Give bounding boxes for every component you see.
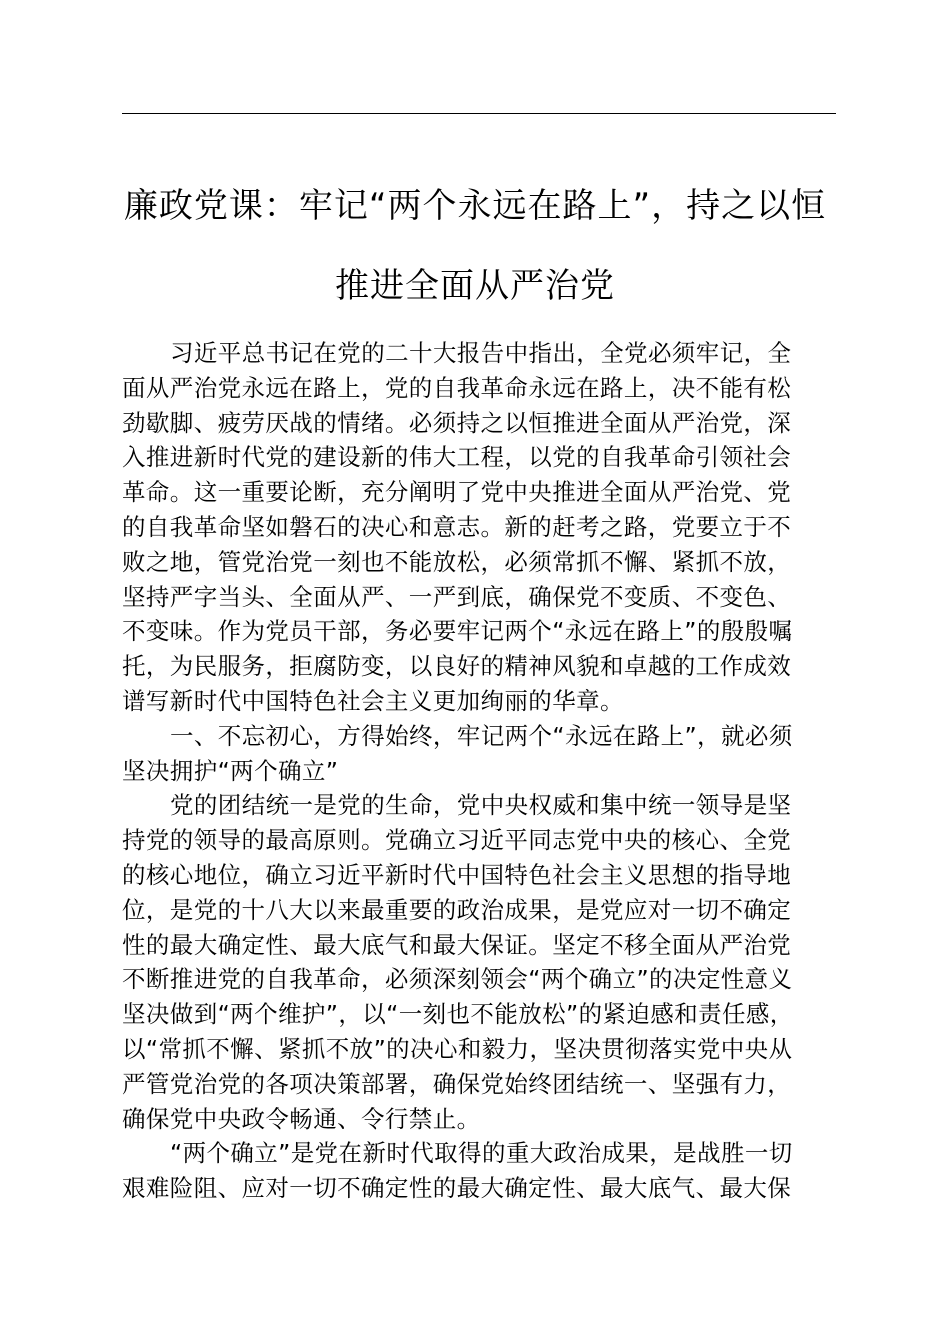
paragraph-line: 的核心地位，确立习近平新时代中国特色社会主义思想的指导地 xyxy=(122,860,792,889)
paragraph-line: 的自我革命坚如磐石的决心和意志。新的赶考之路，党要立于不 xyxy=(122,512,792,541)
paragraph-line: 位，是党的十八大以来最重要的政治成果，是党应对一切不确定 xyxy=(122,895,792,924)
section-heading-line: 坚决拥护“两个确立” xyxy=(122,756,339,785)
paragraph-line: “两个确立”是党在新时代取得的重大政治成果，是战胜一切 xyxy=(170,1139,793,1168)
paragraph-line: 面从严治党永远在路上，党的自我革命永远在路上，决不能有松 xyxy=(122,373,792,402)
paragraph-line: 劲歇脚、疲劳厌战的情绪。必须持之以恒推进全面从严治党，深 xyxy=(122,408,792,437)
paragraph-line: 艰难险阻、应对一切不确定性的最大确定性、最大底气、最大保 xyxy=(122,1174,792,1203)
paragraph-line: 以“常抓不懈、紧抓不放”的决心和毅力，坚决贯彻落实党中央从 xyxy=(122,1034,793,1063)
title-line-2: 推进全面从严治党 xyxy=(335,266,615,306)
paragraph-line: 谱写新时代中国特色社会主义更加绚丽的华章。 xyxy=(122,686,624,715)
title-line-1: 廉政党课：牢记“两个永远在路上”，持之以恒 xyxy=(123,186,827,226)
paragraph-line: 革命。这一重要论断，充分阐明了党中央推进全面从严治党、党 xyxy=(122,478,792,507)
paragraph-line: 持党的领导的最高原则。党确立习近平同志党中央的核心、全党 xyxy=(122,826,792,855)
document-title xyxy=(60,166,890,326)
paragraph-line: 确保党中央政令畅通、令行禁止。 xyxy=(122,1104,481,1133)
paragraph-line: 严管党治党的各项决策部署，确保党始终团结统一、坚强有力， xyxy=(122,1069,792,1098)
section-heading-line: 一、不忘初心，方得始终，牢记两个“永远在路上”，就必须 xyxy=(170,721,793,750)
paragraph-line: 入推进新时代党的建设新的伟大工程，以党的自我革命引领社会 xyxy=(122,443,792,472)
paragraph-line: 败之地，管党治党一刻也不能放松，必须常抓不懈、紧抓不放， xyxy=(122,547,792,576)
paragraph-line: 坚持严字当头、全面从严、一严到底，确保党不变质、不变色、 xyxy=(122,582,792,611)
paragraph-line: 托，为民服务，拒腐防变，以良好的精神风貌和卓越的工作成效 xyxy=(122,652,792,681)
header-rule xyxy=(122,113,836,114)
paragraph-line: 不断推进党的自我革命，必须深刻领会“两个确立”的决定性意义 xyxy=(122,965,793,994)
paragraph-line: 习近平总书记在党的二十大报告中指出，全党必须牢记，全 xyxy=(170,339,792,367)
paragraph-line: 坚决做到“两个维护”，以“一刻也不能放松”的紧迫感和责任感， xyxy=(122,1000,794,1029)
paragraph-line: 党的团结统一是党的生命，党中央权威和集中统一领导是坚 xyxy=(170,791,792,820)
paragraph-line: 性的最大确定性、最大底气和最大保证。坚定不移全面从严治党 xyxy=(122,930,792,959)
document-body xyxy=(122,336,836,1206)
paragraph-line: 不变味。作为党员干部，务必要牢记两个“永远在路上”的殷殷嘱 xyxy=(122,617,793,646)
